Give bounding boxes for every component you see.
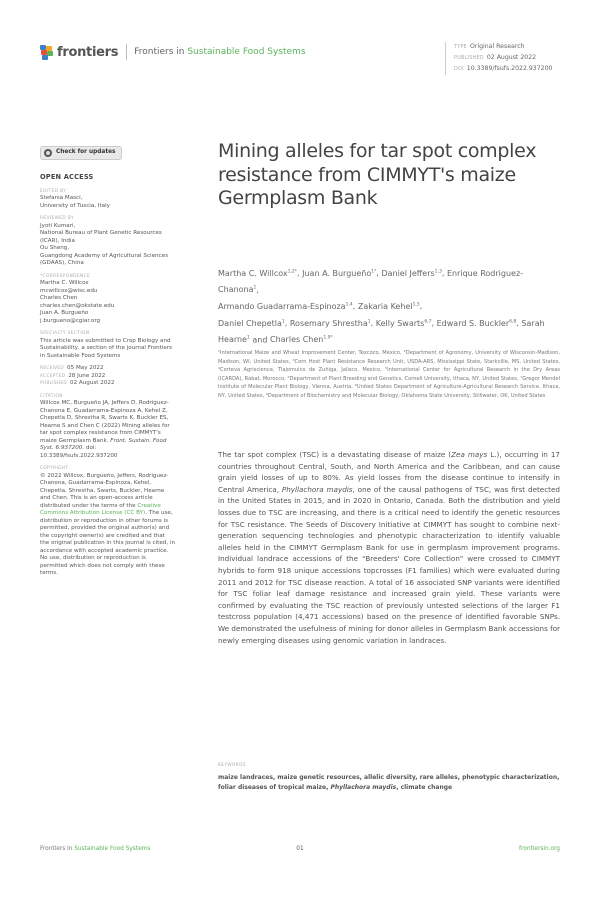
author[interactable]: Martha C. Willcox$^{1,2*}$ <box>218 268 298 278</box>
author-list: Martha C. Willcox$^{1,2*}$, Juan A. Burgueño$^{1*}$, Daniel Jeffers$^{1,3}$, Enrique Rodriguez-Chanona$^1$, Armando Guadarrama-Espinoza$^{1,4}$, Zakaria Kehel$^{1,5}$, Daniel Chepetla$^1$, Rosemary Shrestha$^1$, Kelly Swarts$^{6,7}$, Edward S. Buckler$^{6,8}$, Sarah Hearne$^1$ and Charles Chen$^{1,9*}$ <box>218 268 545 345</box>
author-affiliation-marker: 1 <box>367 318 371 324</box>
frontiers-brand[interactable]: frontiers <box>57 44 119 60</box>
citation-journal: Front. Sustain. Food Syst. 6:937200. <box>40 437 167 451</box>
author-affiliation-marker: 1,2* <box>287 269 298 274</box>
footer-journal-prefix: Frontiers in <box>40 846 73 852</box>
open-access-label: OPEN ACCESS <box>40 173 94 181</box>
received-value: 05 May 2022 <box>67 365 104 371</box>
citation-body: Willcox MC, Burgueño JA, Jeffers D, Rodriguez-Chanona E, Guadarrama-Espinoza A, Kehel Z, Chepetla D, Shrestha R, Swarts K, Buckler ES, Hearne S and Chen C (2022) Mining alleles for tar spot complex resistance from CIMMYT's maize Germplasm Bank. <box>40 400 170 444</box>
correspondent-name: Martha C. Willcox <box>40 280 89 286</box>
meta-published <box>454 53 553 64</box>
affiliations: ¹International Maize and Wheat Improvement Center, Texcoco, Mexico, ²Department of Agronomy, University of Wisconsin-Madison, Madison, WI, United States, ³Corn Host Plant Resistance Research Unit, USDA-ARS, Mississippi State, Starkville, MS, United States, ⁴Corteva Agriscience, Tlajomulco de Zuñiga, Jalisco, Mexico, ⁵International Center for Agricultural Research in the Dry Areas (ICARDA), Rabat, Morocco, ⁶Department of Plant Breeding and Genetics, Cornell University, Ithaca, NY, United States, ⁷Gregor Mendel Institute of Molecular Plant Biology, Vienna, Austria, ⁸United States Department of Agriculture-Agricultural Research Service, Ithaca, NY, United States, ⁹Department of Biochemistry and Molecular Biology, Oklahoma State University, Stillwater, OK, United States <box>218 350 560 399</box>
correspondent-name: Charles Chen <box>40 295 78 301</box>
author[interactable]: Charles Chen$^{1,9*}$ <box>270 335 333 345</box>
author-affiliation-marker: 1 <box>281 318 285 324</box>
dates-block <box>40 365 175 388</box>
type-label: TYPE <box>454 45 467 50</box>
citation-doi[interactable]: doi: 10.3389/fsufs.2022.937200 <box>40 445 118 459</box>
copyright-body: © 2022 Willcox, Burgueño, Jeffers, Rodriguez-Chanona, Guadarrama-Espinoza, Kehel, Chepetla, Shrestha, Swarts, Buckler, Hearne and Chen. This is an open-access article distributed under the terms of the <box>40 472 169 509</box>
author-affiliation-marker: 1 <box>253 285 257 291</box>
copyright-text <box>40 473 175 578</box>
journal-header <box>40 44 306 60</box>
doi-value[interactable]: 10.3389/fsufs.2022.937200 <box>466 65 553 72</box>
header-divider <box>126 44 127 60</box>
author[interactable]: Enrique Rodriguez-Chanona$^1$ <box>218 268 524 295</box>
correspondent-email[interactable]: charles.chen@okstate.edu <box>40 302 115 309</box>
doi-label: DOI <box>454 67 464 72</box>
specialty-section-text: This article was submitted to Crop Biology and Sustainability, a section of the journal Frontiers in Sustainable Food Systems <box>40 337 173 359</box>
author[interactable]: Kelly Swarts$^{6,7}$ <box>375 318 432 328</box>
citation-label: CITATION <box>40 393 63 399</box>
abstract: The tar spot complex (TSC) is a devastating disease of maize (Zea mays L.), occurring in 17 countries throughout Central, South, and North America and the Caribbean, and can cause grain yield losses of up to 80%. As yield losses from the disease continue to intensify in Central America, Phyllachora maydis, one of the causal pathogens of TSC, was first detected in the United States in 2015, and in 2020 in Ontario, Canada. Both the distribution and yield losses due to TSC are increasing, and there is a critical need to identify the genetic resources for TSC resistance. The Seeds of Discovery Initiative at CIMMYT has sought to combine next-generation sequencing technologies and phenotypic characterization to identify valuable alleles held in the CIMMYT Germplasm Bank for use in germplasm improvement programs. Individual landrace accessions of the "Breeders' Core Collection" were crossed to CIMMYT hybrids to form 918 unique accessions topcrosses (F1 families) which were evaluated during 2011 and 2012 for TSC disease reaction. A total of 16 associated SNP variants were identified for TSC foliar leaf damage resistance and increased grain yield. These variants were confirmed by evaluating the TSC reaction of previously untested selections of the larger F1 testcross population (4,471 accessions) based on the presence of identified favorable SNPs. We demonstrated the usefulness of mining for donor alleles in Germplasm Bank accessions for newly emerging diseases using genomic variation in landraces. <box>218 450 560 645</box>
cc-license-link[interactable]: Creative Commons Attribution License (CC BY) <box>40 502 161 516</box>
reviewer-name: Ou Sheng, <box>40 245 70 251</box>
author-affiliation-marker: 1,4 <box>345 302 353 308</box>
journal-name[interactable] <box>134 47 305 57</box>
reviewer-affiliation: National Bureau of Plant Genetic Resources (ICAR), India <box>40 230 162 244</box>
footer-site-link[interactable]: frontiersin.org <box>518 846 560 852</box>
meta-type <box>454 42 553 53</box>
author-affiliation-marker: 6,8 <box>509 318 517 324</box>
author[interactable]: Armando Guadarrama-Espinoza$^{1,4}$ <box>218 301 353 311</box>
copyright-label: COPYRIGHT <box>40 466 69 471</box>
keywords: maize landraces, maize genetic resources, allelic diversity, rare alleles, phenotypic characterization, foliar diseases of tropical maize, Phyllachora maydis, climate change <box>218 774 560 791</box>
journal-prefix: Frontiers in <box>134 47 185 57</box>
published-label: PUBLISHED <box>40 381 68 386</box>
copyright-terms: . The use, distribution or reproduction in other forums is permitted, provided the original author(s) and the copyright owner(s) are credited and that the original publication in this journal is cited, in accordance with accepted academic practice. No use, distribution or reproduction is permitted which does not comply with these terms. <box>40 510 176 576</box>
published-label: PUBLISHED <box>454 56 484 61</box>
received-label: RECEIVED <box>40 366 65 371</box>
author-affiliation-marker: 1 <box>246 335 250 341</box>
accepted-label: ACCEPTED <box>40 373 66 379</box>
correspondence-label: *CORRESPONDENCE <box>40 273 91 279</box>
editor-name: Stefania Masci, <box>40 195 83 201</box>
check-for-updates-button[interactable] <box>40 146 122 160</box>
author[interactable]: Rosemary Shrestha$^1$ <box>289 318 371 328</box>
keywords-label: KEYWORDS <box>218 763 247 768</box>
published-value: 02 August 2022 <box>486 54 537 61</box>
meta-doi <box>454 64 553 75</box>
correspondent-name: Juan A. Burgueño <box>40 310 89 316</box>
citation-text <box>40 400 175 460</box>
reviewer-name: Jyoti Kumari, <box>40 222 76 229</box>
article-sidebar <box>40 146 175 578</box>
accepted-value: 28 June 2022 <box>68 372 106 379</box>
author[interactable]: Daniel Jeffers$^{1,3}$ <box>381 268 442 278</box>
accepted-date <box>40 373 175 381</box>
journal-title: Sustainable Food Systems <box>187 47 306 57</box>
article-meta <box>445 42 553 75</box>
correspondent-email[interactable]: j.burgueno@cgiar.org <box>40 317 101 324</box>
type-value: Original Research <box>469 43 525 50</box>
specialty-section-label: SPECIALTY SECTION <box>40 331 90 336</box>
reviewer-affiliation: Guangdong Academy of Agricultural Sciences (GDAAS), China <box>40 252 168 266</box>
author[interactable]: Daniel Chepetla$^1$ <box>218 318 285 328</box>
author-affiliation-marker: 1* <box>371 269 377 274</box>
editor-affiliation: University of Tuscia, Italy <box>40 202 110 209</box>
published-date <box>40 380 175 388</box>
author-affiliation-marker: 1,5 <box>412 302 420 308</box>
author-affiliation-marker: 1,3 <box>434 269 442 274</box>
update-check-icon <box>44 149 52 157</box>
author-affiliation-marker: 1,9* <box>323 335 333 341</box>
footer-journal-name: Sustainable Food Systems <box>74 846 151 852</box>
author-affiliation-marker: 6,7 <box>424 318 432 324</box>
article-title: Mining alleles for tar spot complex resistance from CIMMYT's maize Germplasm Bank <box>218 140 537 209</box>
author[interactable]: Sarah Hearne$^1$ <box>218 318 545 345</box>
page-number: 01 <box>296 846 304 852</box>
check-updates-label: Check for updates <box>56 149 116 156</box>
edited-by-label: EDITED BY <box>40 188 67 194</box>
correspondent-email[interactable]: mcwillcox@wisc.edu <box>40 287 98 294</box>
author[interactable]: Zakaria Kehel$^{1,5}$ <box>357 301 420 311</box>
received-date <box>40 365 175 373</box>
published-value: 02 August 2022 <box>70 380 115 386</box>
reviewed-by-label: REVIEWED BY <box>40 216 74 221</box>
author[interactable]: Juan A. Burgueño$^{1*}$ <box>302 268 377 278</box>
frontiers-logo-icon <box>40 45 53 60</box>
author[interactable]: Edward S. Buckler$^{6,8}$ <box>436 318 517 328</box>
